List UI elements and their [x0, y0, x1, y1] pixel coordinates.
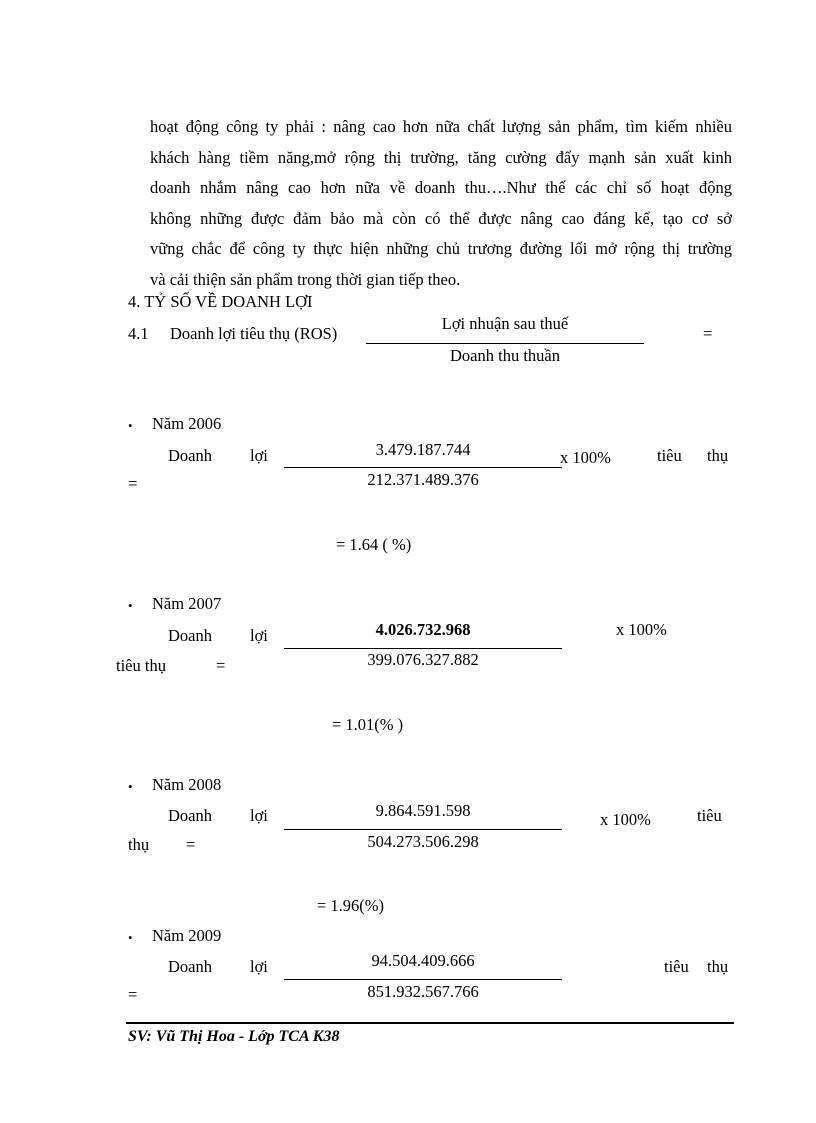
year-fraction-bar: [284, 467, 562, 468]
paragraph-line: vững chắc để công ty thực hiện những chủ trương đường lối mở rộng thị trường: [150, 239, 732, 259]
year-result: = 1.96(%): [317, 896, 385, 915]
label-doanh: Doanh: [168, 806, 212, 825]
subsection-label: Doanh lợi tiêu thụ (ROS): [170, 324, 338, 343]
year-equals: =: [186, 835, 196, 854]
footer-divider: [126, 1022, 734, 1024]
year-equals: =: [128, 985, 138, 1004]
section-heading: 4. TỶ SỐ VỀ DOANH LỢI: [128, 292, 313, 311]
year-numerator: 94.504.409.666: [371, 951, 475, 970]
year-title: Năm 2007: [152, 594, 222, 613]
year-title: Năm 2009: [152, 926, 222, 945]
bullet-icon: •: [128, 418, 133, 433]
label-thu: thụ: [707, 957, 729, 976]
formula-numerator: Lợi nhuận sau thuế: [441, 314, 569, 333]
label-tieu: tiêu: [664, 957, 689, 976]
year-denominator: 851.932.567.766: [367, 982, 479, 1001]
year-title: Năm 2006: [152, 414, 222, 433]
label-tieu-thu: tiêu thụ: [116, 656, 166, 675]
bullet-icon: •: [128, 930, 133, 945]
year-multiplier: x 100%: [616, 620, 667, 639]
year-fraction-bar: [284, 648, 562, 649]
label-thu: thụ: [128, 835, 150, 854]
label-tieu: tiêu: [697, 806, 722, 825]
year-denominator: 212.371.489.376: [367, 470, 479, 489]
year-fraction-bar: [284, 829, 562, 830]
label-tieu: tiêu: [657, 446, 682, 465]
year-equals: =: [216, 656, 226, 675]
bullet-icon: •: [128, 598, 133, 613]
year-numerator: 9.864.591.598: [375, 801, 471, 820]
label-doanh: Doanh: [168, 957, 212, 976]
year-multiplier: x 100%: [600, 810, 651, 829]
label-loi: lợi: [250, 957, 268, 976]
bullet-icon: •: [128, 779, 133, 794]
label-loi: lợi: [250, 806, 268, 825]
year-numerator: 3.479.187.744: [375, 440, 471, 459]
year-result: = 1.01(% ): [332, 715, 404, 734]
subsection-number: 4.1: [128, 324, 149, 343]
intro-paragraph: [150, 112, 732, 296]
paragraph-line: hoạt động công ty phải : nâng cao hơn nữa chất lượng sản phẩm, tìm kiếm nhiều: [150, 117, 732, 136]
formula-fraction-bar: [366, 343, 644, 344]
year-numerator: 4.026.732.968: [375, 620, 471, 639]
formula-equals: =: [703, 324, 713, 343]
footer-author: SV: Vũ Thị Hoa - Lớp TCA K38: [128, 1028, 340, 1045]
label-thu: thụ: [707, 446, 729, 465]
label-loi: lợi: [250, 626, 268, 645]
year-denominator: 504.273.506.298: [367, 832, 479, 851]
year-denominator: 399.076.327.882: [367, 650, 479, 669]
paragraph-line: và cải thiện sản phẩm trong thời gian tiếp theo.: [150, 269, 461, 289]
label-doanh: Doanh: [168, 626, 212, 645]
year-multiplier: x 100%: [560, 448, 611, 467]
year-result: = 1.64 ( %): [336, 535, 412, 554]
year-title: Năm 2008: [152, 775, 222, 794]
paragraph-line: không những được đảm bảo mà còn có thể được nâng cao đáng kể, tạo cơ sở: [150, 208, 732, 228]
label-loi: lợi: [250, 446, 268, 465]
year-equals: =: [128, 474, 138, 493]
paragraph-line: doanh nhắm nâng cao hơn nữa về doanh thu….Như thế các chỉ số hoạt động: [150, 178, 732, 198]
label-doanh: Doanh: [168, 446, 212, 465]
formula-denominator: Doanh thu thuần: [450, 346, 560, 365]
year-fraction-bar: [284, 979, 562, 980]
paragraph-line: khách hàng tiềm năng,mở rộng thị trường, tăng cường đẩy mạnh sản xuất kinh: [150, 147, 732, 167]
